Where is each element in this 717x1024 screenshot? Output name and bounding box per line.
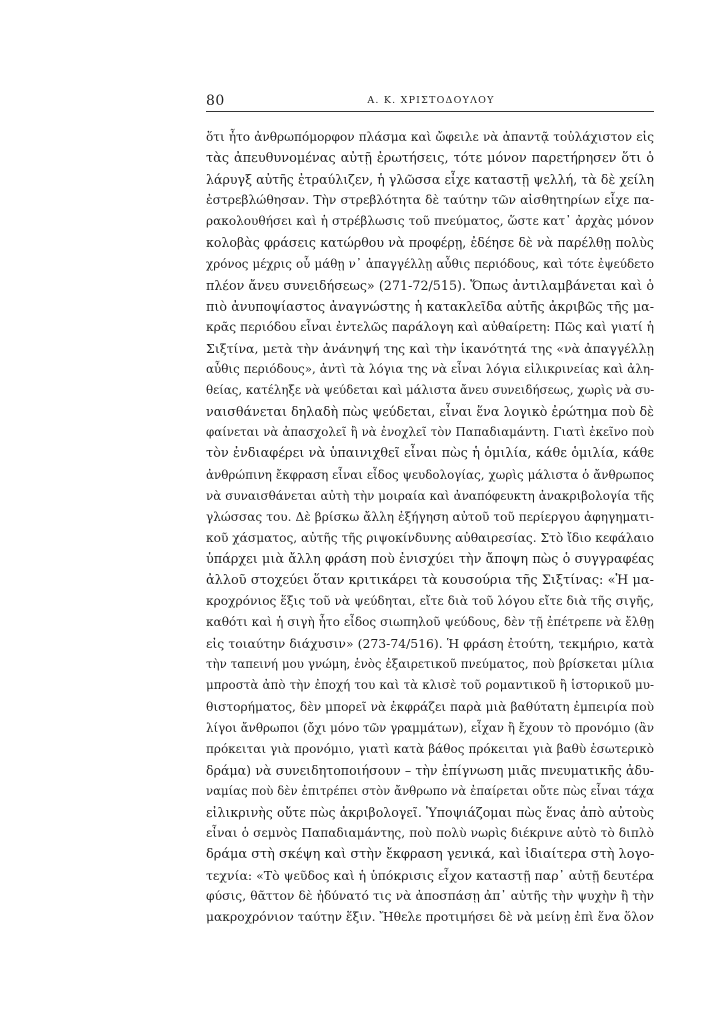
running-title-author: Α. Κ. ΧΡΙΣΤΟΔΟΥΛΟΥ [367,95,495,106]
header-rule [206,111,654,112]
text-line: καθότι καὶ ἡ σιγὴ ἦτο εἶδος σιωπηλοῦ ψεύδους, δὲν τῇ ἐπέτρεπε νὰ ἔλθῃ [206,615,654,630]
text-line: ἀνθρώπινη ἔκφραση εἶναι εἶδος ψευδολογίας, χωρὶς μάλιστα ὁ ἄνθρωπος [206,467,654,482]
text-line: δράμα στὴ σκέψη καὶ στὴν ἔκφραση γενικά, καὶ ἰδιαίτερα στὴ λογο- [206,847,655,863]
text-line: εἶναι ὁ σεμνὸς Παπαδιαμάντης, ποὺ πολὺ νωρὶς διέκρινε αὐτὸ τὸ διπλὸ [206,826,654,841]
text-line: φύσις, θᾶττον δὲ ἠδύνατό τις νὰ ἀποσπάσῃ ἀπ᾽ αὐτῆς τὴν ψυχὴν ἢ τὴν [206,889,654,904]
text-line: νὰ συναισθάνεται αὐτὴ τὴν μοιραία καὶ ἀναπόφευκτη ἀνακριβολογία τῆς [206,488,654,503]
text-line: ἀλλοῦ στοχεύει ὅταν κριτικάρει τὰ κουσούρια τῆς Σιξτίνας: «Ἡ μα- [206,572,654,588]
text-line: ὑπάρχει μιὰ ἄλλη φράση ποὺ ἐνισχύει τὴν ἄποψη πὼς ὁ συγγραφέας [206,551,654,567]
text-line: φαίνεται νὰ ἀπασχολεῖ ἢ νὰ ἐνοχλεῖ τὸν Παπαδιαμάντη. Γιατὶ ἐκεῖνο ποὺ [206,425,654,440]
page-number: 80 [206,93,225,109]
text-line: τεχνία: «Τὸ ψεῦδος καὶ ἡ ὑπόκρισις εἶχον καταστῇ παρ᾽ αὐτῇ δευτέρα [206,868,654,884]
text-line: γλώσσας του. Δὲ βρίσκω ἄλλη ἐξήγηση αὐτοῦ τοῦ περίεργου ἀφηγηματι- [206,509,654,524]
text-line: λάρυγξ αὐτῆς ἐτραύλιζεν, ἡ γλῶσσα εἶχε καταστῇ ψελλή, τὰ δὲ χείλη [206,172,654,188]
text-line: πρόκειται γιὰ προνόμιο, γιατὶ κατὰ βάθος πρόκειται γιὰ βαθὺ ἐσωτερικὸ [206,741,654,756]
text-line: μπροστὰ ἀπὸ τὴν ἐποχή του καὶ τὰ κλισὲ τοῦ ρομαντικοῦ ἢ ἱστορικοῦ μυ- [206,678,654,693]
running-head [206,93,656,111]
text-line: θείας, κατέληξε νὰ ψεύδεται καὶ μάλιστα ἄνευ συνειδήσεως, χωρὶς νὰ συ- [206,383,655,398]
text-line: ἐστρεβλώθησαν. Τὴν στρεβλότητα δὲ ταύτην τῶν αἰσθητηρίων εἶχε πα- [206,193,654,208]
text-line: λίγοι ἄνθρωποι (ὄχι μόνο τῶν γραμμάτων), εἶχαν ἢ ἔχουν τὸ προνόμιο (ἂν [206,720,654,735]
text-line: τὴν ταπεινή μου γνώμη, ἑνὸς ἐξαιρετικοῦ πνεύματος, ποὺ βρίσκεται μίλια [206,657,654,672]
text-line: θιστορήματος, δὲν μπορεῖ νὰ ἐκφράζει παρὰ μιὰ βαθύτατη ἐμπειρία ποὺ [206,699,654,714]
text-line: δράμα) νὰ συνειδητοποιήσουν – τὴν ἐπίγνωση μιᾶς πνευματικῆς ἀδυ- [206,762,654,778]
text-line: κροχρόνιος ἕξις τοῦ νὰ ψεύδηται, εἴτε διὰ τοῦ λόγου εἴτε διὰ τῆς σιγῆς, [206,594,654,609]
text-line: μακροχρόνιον ταύτην ἕξιν. Ἤθελε προτιμήσει δὲ νὰ μείνῃ ἐπὶ ἕνα ὅλον [206,910,655,925]
text-line: Σιξτίνα, μετὰ τὴν ἀνάνηψή της καὶ τὴν ἱκανότητά της «νὰ ἀπαγγέλλῃ [206,340,654,356]
text-line: ναισθάνεται δηλαδὴ πὼς ψεύδεται, εἶναι ἕνα λογικὸ ἐρώτημα ποὺ δὲ [206,404,654,420]
text-line: εἰλικρινὴς οὔτε πὼς ἀκριβολογεῖ. Ὑποψιάζομαι πὼς ἕνας ἀπὸ αὐτοὺς [206,805,654,820]
text-line: ρακολουθήσει καὶ ἡ στρέβλωσις τοῦ πνεύματος, ὥστε κατ᾽ ἀρχὰς μόνον [206,214,654,229]
body-text [206,127,654,929]
text-line: ναμίας ποὺ δὲν ἐπιτρέπει στὸν ἄνθρωπο νὰ ἐπαίρεται οὔτε πὼς εἶναι τάχα [206,783,654,798]
text-line: πλέον ἄνευ συνειδήσεως» (271-72/515). Ὅπως ἀντιλαμβάνεται καὶ ὁ [206,277,654,293]
text-line: ὅτι ἦτο ἀνθρωπόμορφον πλάσμα καὶ ὤφειλε νὰ ἀπαντᾷ τοὐλάχιστον εἰς [206,130,654,144]
text-line: κολοβὰς φράσεις κατώρθου νὰ προφέρῃ, ἐδέησε δὲ νὰ παρέλθῃ πολὺς [206,235,654,251]
text-line: κρᾶς περιόδου εἶναι ἐντελῶς παράλογη καὶ αὐθαίρετη: Πῶς καὶ γιατί ἡ [206,319,654,334]
text-line: χρόνος μέχρις οὗ μάθῃ ν᾽ ἀπαγγέλλῃ αὖθις περιόδους, καὶ τότε ἐψεύδετο [206,256,654,271]
text-line: αὖθις περιόδους», ἀντὶ τὰ λόγια της νὰ εἶναι λόγια εἰλικρινείας καὶ ἀλη- [206,362,654,377]
text-line: εἰς τοιαύτην διάχυσιν» (273-74/516). Ἡ φράση ἐτούτη, τεκμήριο, κατὰ [206,636,654,652]
text-line: πιὸ ἀνυποψίαστος ἀναγνώστης ἡ κατακλεῖδα αὐτῆς ἀκριβῶς τῆς μα- [206,298,654,314]
text-line: τὰς ἀπευθυνομένας αὐτῇ ἐρωτήσεις, τότε μόνον παρετήρησεν ὅτι ὁ [206,151,654,167]
text-line: τὸν ἐνδιαφέρει νὰ ὑπαινιχθεῖ εἶναι πὼς ἡ ὁμιλία, κάθε ὁμιλία, κάθε [206,446,654,462]
text-line: κοῦ χάσματος, αὐτῆς τῆς ριψοκίνδυνης αὐθαιρεσίας. Στὸ ἴδιο κεφάλαιο [206,530,654,545]
